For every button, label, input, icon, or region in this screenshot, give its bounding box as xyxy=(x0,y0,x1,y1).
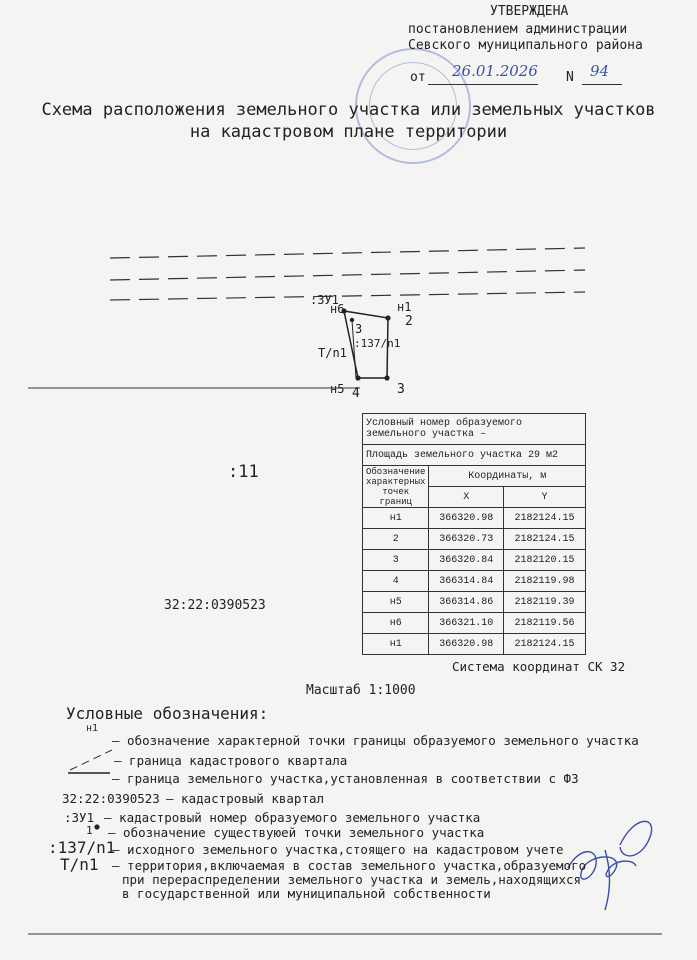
legend-item-tn1-line1: – территория,включаемая в состав земельного участка,образуемого xyxy=(112,858,587,873)
legend-item-quarter: – кадастровый квартал xyxy=(166,791,325,806)
legend-sym-existing: 1 xyxy=(86,824,93,837)
legend-sym-quarter: 32:22:0390523 xyxy=(62,791,160,806)
legend-sym-n1: н1 xyxy=(86,723,99,734)
table-row xyxy=(363,550,586,571)
document-title-line2: на кадастровом плане территории xyxy=(189,122,508,142)
approved-label: УТВЕРЖДЕНА xyxy=(490,4,569,19)
cell-point: 3 xyxy=(363,550,429,571)
map-label-zu1: :ЗУ1 xyxy=(310,293,339,307)
map-scale: Масштаб 1:1000 xyxy=(306,683,416,698)
map-label-137: :137/n1 xyxy=(354,337,401,350)
coordinates-table xyxy=(362,413,586,655)
table-header-x: X xyxy=(429,487,504,508)
map-label-2: 2 xyxy=(405,314,413,329)
map-label-n1: н1 xyxy=(397,300,412,314)
cell-y: 2182119.39 xyxy=(504,592,586,613)
approved-line2: Севского муниципального района xyxy=(408,38,643,53)
legend-item-point: – обозначение характерной точки границы образуемого земельного участка xyxy=(112,733,639,748)
table-row xyxy=(363,592,586,613)
document-title-line1: Схема расположения земельного участка или земельных участков xyxy=(41,100,656,120)
cadastral-quarter-label: 32:22:0390523 xyxy=(164,598,266,613)
map-label-n6: н6 xyxy=(330,302,345,316)
cell-x: 366320.73 xyxy=(429,529,504,550)
cell-y: 2182119.98 xyxy=(504,571,586,592)
cell-point: н1 xyxy=(363,634,429,655)
cell-y: 2182120.15 xyxy=(504,550,586,571)
cell-y: 2182124.15 xyxy=(504,529,586,550)
map-label-11: :11 xyxy=(228,462,259,482)
cell-x: 366320.98 xyxy=(429,508,504,529)
legend-existing-point xyxy=(94,824,99,829)
legend-item-137: – исходного земельного участка,стоящего на кадастровом учете xyxy=(112,842,564,857)
approved-line1: постановлением администрации xyxy=(408,22,628,37)
map-label-4: 4 xyxy=(352,386,360,401)
legend-item-quarter-boundary: – граница кадастрового квартала xyxy=(114,753,348,768)
quarter-boundary-dashed xyxy=(110,248,585,300)
cell-x: 366321.10 xyxy=(429,613,504,634)
cell-y: 2182124.15 xyxy=(504,508,586,529)
legend-item-existing: – обозначение существуюей точки земельного участка xyxy=(108,825,485,840)
cell-y: 2182124.15 xyxy=(504,634,586,655)
legend-item-parcel-boundary: – граница земельного участка,установленная в соответствии с ФЗ xyxy=(112,771,579,786)
handwritten-date: 26.01.2026 xyxy=(452,62,538,80)
coordinate-system: Система координат СК 32 xyxy=(452,659,626,674)
table-row xyxy=(363,571,586,592)
cell-x: 366320.98 xyxy=(429,634,504,655)
cell-point: 4 xyxy=(363,571,429,592)
cell-point: 2 xyxy=(363,529,429,550)
table-parcel-number-row: Условный номер образуемого земельного участка – xyxy=(363,414,586,445)
table-row xyxy=(363,529,586,550)
cell-x: 366320.84 xyxy=(429,550,504,571)
cell-point: н5 xyxy=(363,592,429,613)
map-label-tn1: Т/n1 xyxy=(318,346,347,360)
legend-sym-137: :137/n1 xyxy=(48,838,116,857)
legend-item-tn1-line3: в государственной или муниципальной собственности xyxy=(122,886,491,901)
legend-title: Условные обозначения: xyxy=(66,704,269,723)
handwritten-number: 94 xyxy=(590,62,610,80)
cell-point: н1 xyxy=(363,508,429,529)
legend-quarter-line xyxy=(70,750,112,770)
table-row xyxy=(363,613,586,634)
legend-sym-zu1: :ЗУ1 xyxy=(64,810,95,825)
table-header-point: Обозначение характерных точек границ xyxy=(363,466,429,508)
table-row xyxy=(363,634,586,655)
from-label: от xyxy=(410,70,426,85)
table-area-row: Площадь земельного участка 29 м2 xyxy=(363,445,586,466)
legend-item-zu1: – кадастровый номер образуемого земельного участка xyxy=(104,810,481,825)
table-row xyxy=(363,508,586,529)
cell-point: н6 xyxy=(363,613,429,634)
legend-sym-tn1: Т/n1 xyxy=(60,855,99,874)
number-label: N xyxy=(566,70,574,85)
cell-y: 2182119.56 xyxy=(504,613,586,634)
table-header-y: Y xyxy=(504,487,586,508)
table-header-coords: Координаты, м xyxy=(429,466,586,487)
legend-item-tn1-line2: при перераспределении земельного участка и земель,находящихся xyxy=(122,872,582,887)
map-label-3: 3 xyxy=(355,322,363,336)
cell-x: 366314.84 xyxy=(429,571,504,592)
map-label-n5: н5 xyxy=(330,382,345,396)
cell-x: 366314.86 xyxy=(429,592,504,613)
map-label-3-corner: 3 xyxy=(397,382,405,397)
